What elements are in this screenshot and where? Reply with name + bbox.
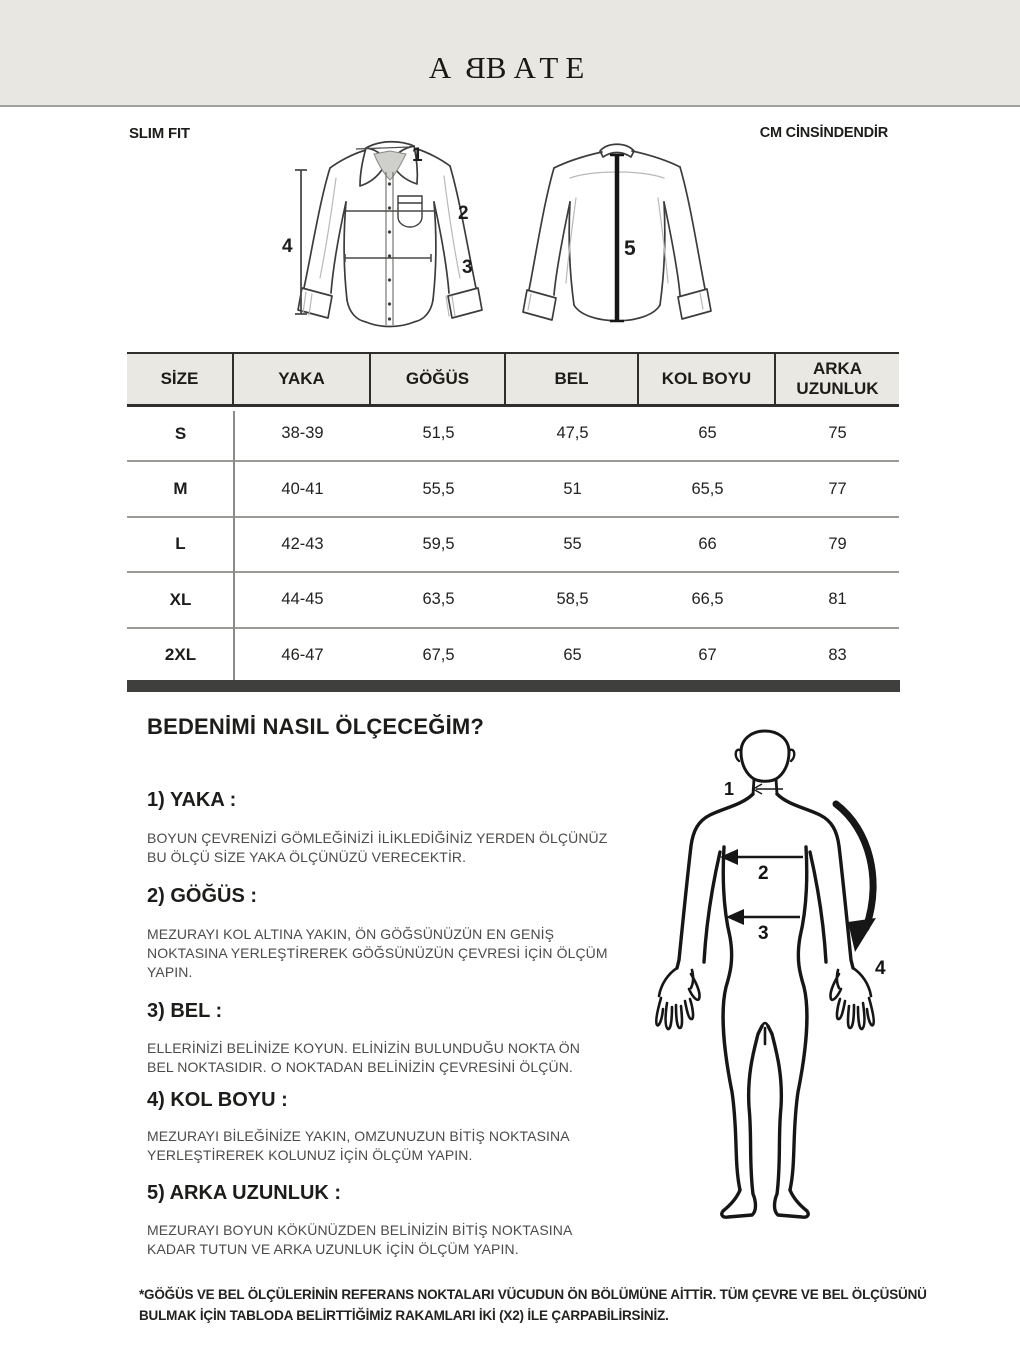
guide-line: MEZURAYI KOL ALTINA YAKIN, ÖN GÖĞSÜNÜZÜN EN GENİŞ [147, 926, 555, 942]
guide-line: MEZURAYI BİLEĞİNİZE YAKIN, OMZUNUZUN BİTİŞ NOKTASINA [147, 1128, 570, 1144]
column-header-size: SİZE [127, 354, 234, 404]
value-cell: 59,5 [422, 534, 455, 553]
column-header-yaka: YAKA [234, 354, 371, 404]
column-header-arka-uzunluk: ARKA UZUNLUK [796, 359, 879, 398]
section-body-bel [147, 1039, 580, 1077]
guide-line: YERLEŞTİREREK KOLUNUZ İÇİN ÖLÇÜM YAPIN. [147, 1147, 473, 1163]
size-table-header [127, 352, 899, 407]
table-row [127, 407, 899, 462]
value-cell: 42-43 [281, 534, 324, 553]
value-cell: 83 [828, 645, 847, 664]
column-header-kol-boyu: KOL BOYU [639, 354, 776, 404]
value-cell: 46-47 [281, 645, 324, 664]
logo-letter-a: A [428, 50, 459, 85]
guide-line: YAPIN. [147, 964, 193, 980]
shirt-buttons [388, 182, 391, 320]
value-cell: 63,5 [422, 590, 455, 609]
section-body-gogus [147, 925, 608, 982]
guide-line: ELLERİNİZİ BELİNİZE KOYUN. ELİNİZİN BULUNDUĞU NOKTA ÖN [147, 1040, 581, 1056]
guide-line: BEL NOKTASIDIR. O NOKTADAN BELİNİZİN ÇEVRESİNİ ÖLÇÜN. [147, 1059, 573, 1075]
value-cell: 44-45 [281, 590, 324, 609]
brand-banner [0, 0, 1020, 105]
table-row [127, 462, 899, 517]
section-heading-arka-uzunluk: 5) ARKA UZUNLUK : [147, 1182, 342, 1204]
value-cell: 79 [828, 534, 847, 553]
section-heading-bel: 3) BEL : [147, 1000, 223, 1022]
value-cell: 58,5 [556, 590, 589, 609]
guide-line: MEZURAYI BOYUN KÖKÜNÜZDEN BELİNİZİN BİTİŞ NOKTASINA [147, 1222, 573, 1238]
banner-divider [0, 105, 1020, 107]
guide-line: NOKTASINA YERLEŞTİREREK GÖĞSÜNÜZÜN ÇEVRESİ İÇİN ÖLÇÜM [147, 945, 608, 961]
size-table [127, 352, 899, 684]
guide-line: BOYUN ÇEVRENİZİ GÖMLEĞİNİZİ İLİKLEDİĞİNİZ YERDEN ÖLÇÜNÜZ [147, 830, 608, 846]
figure-label-2: 2 [758, 863, 769, 884]
value-cell: 66 [698, 534, 717, 553]
hands [656, 968, 874, 1029]
figure-label-4: 4 [875, 958, 886, 979]
value-cell: 47,5 [556, 424, 589, 443]
size-cell: XL [169, 589, 192, 609]
column-header-gogus: GÖĞÜS [371, 354, 506, 404]
section-body-arka-uzunluk [147, 1221, 572, 1259]
value-cell: 38-39 [281, 424, 324, 443]
value-cell: 55 [563, 534, 582, 553]
guide-title: BEDENİMİ NASIL ÖLÇECEĞİM? [147, 714, 485, 739]
table-row [127, 518, 899, 573]
footnote [139, 1284, 929, 1326]
figure-label-1: 1 [724, 779, 735, 799]
value-cell: 81 [828, 590, 847, 609]
logo-letter-b-reversed: B [458, 50, 486, 85]
value-cell: 40-41 [281, 479, 324, 498]
guide-line: BU ÖLÇÜ SİZE YAKA ÖLÇÜNÜZÜ VERECEKTİR. [147, 849, 467, 865]
value-cell: 51,5 [422, 424, 455, 443]
value-cell: 67,5 [422, 645, 455, 664]
value-cell: 75 [828, 424, 847, 443]
value-cell: 65 [563, 645, 582, 664]
size-cell: M [173, 479, 188, 499]
size-cell: L [175, 534, 186, 554]
measure-label-5: 5 [624, 237, 636, 260]
value-cell: 65,5 [691, 479, 724, 498]
footnote-line: BULMAK İÇİN TABLODA BELİRTTİĞİMİZ RAKAMLARI İKİ (X2) İLE ÇARPABİLİRSİNİZ. [139, 1308, 669, 1323]
table-row [127, 573, 899, 628]
size-column-divider [233, 411, 235, 681]
figure-label-3: 3 [758, 923, 769, 944]
size-cell: S [174, 423, 187, 443]
table-bottom-bar [127, 680, 900, 692]
measure-label-4: 4 [282, 236, 293, 257]
footnote-line: *GÖĞÜS VE BEL ÖLÇÜLERİNİN REFERANS NOKTALARI VÜCUDUN ÖN BÖLÜMÜNE AİTTİR. TÜM ÇEVRE VE BEL ÖLÇÜSÜNÜ [139, 1287, 927, 1302]
unit-label: CM CİNSİNDENDİR [759, 125, 888, 141]
value-cell: 67 [698, 645, 717, 664]
fit-type-label: SLIM FIT [129, 125, 190, 142]
section-heading-yaka: 1) YAKA : [147, 789, 237, 811]
measure-label-3: 3 [462, 257, 473, 278]
value-cell: 77 [828, 479, 847, 498]
measure-line-back [610, 155, 624, 321]
shirt-back-diagram [518, 138, 723, 343]
logo-letters-rest: BATE [485, 50, 592, 85]
measure-label-1: 1 [412, 145, 423, 166]
size-cell: 2XL [164, 645, 197, 665]
section-heading-gogus: 2) GÖĞÜS : [147, 885, 258, 907]
value-cell: 55,5 [422, 479, 455, 498]
value-cell: 65 [698, 424, 717, 443]
table-row [127, 629, 899, 684]
section-heading-kol-boyu: 4) KOL BOYU : [147, 1089, 288, 1111]
body-figure-diagram [648, 712, 948, 1227]
column-header-bel: BEL [506, 354, 639, 404]
guide-line: KADAR TUTUN VE ARKA UZUNLUK İÇİN ÖLÇÜM YAPIN. [147, 1241, 519, 1257]
figure-arrows [720, 784, 876, 952]
shirt-front-diagram [276, 138, 511, 343]
section-body-yaka [147, 829, 607, 867]
brand-logo [0, 50, 1020, 86]
value-cell: 51 [563, 479, 582, 498]
section-body-kol-boyu [147, 1127, 570, 1165]
measure-label-2: 2 [458, 203, 469, 224]
value-cell: 66,5 [691, 590, 724, 609]
